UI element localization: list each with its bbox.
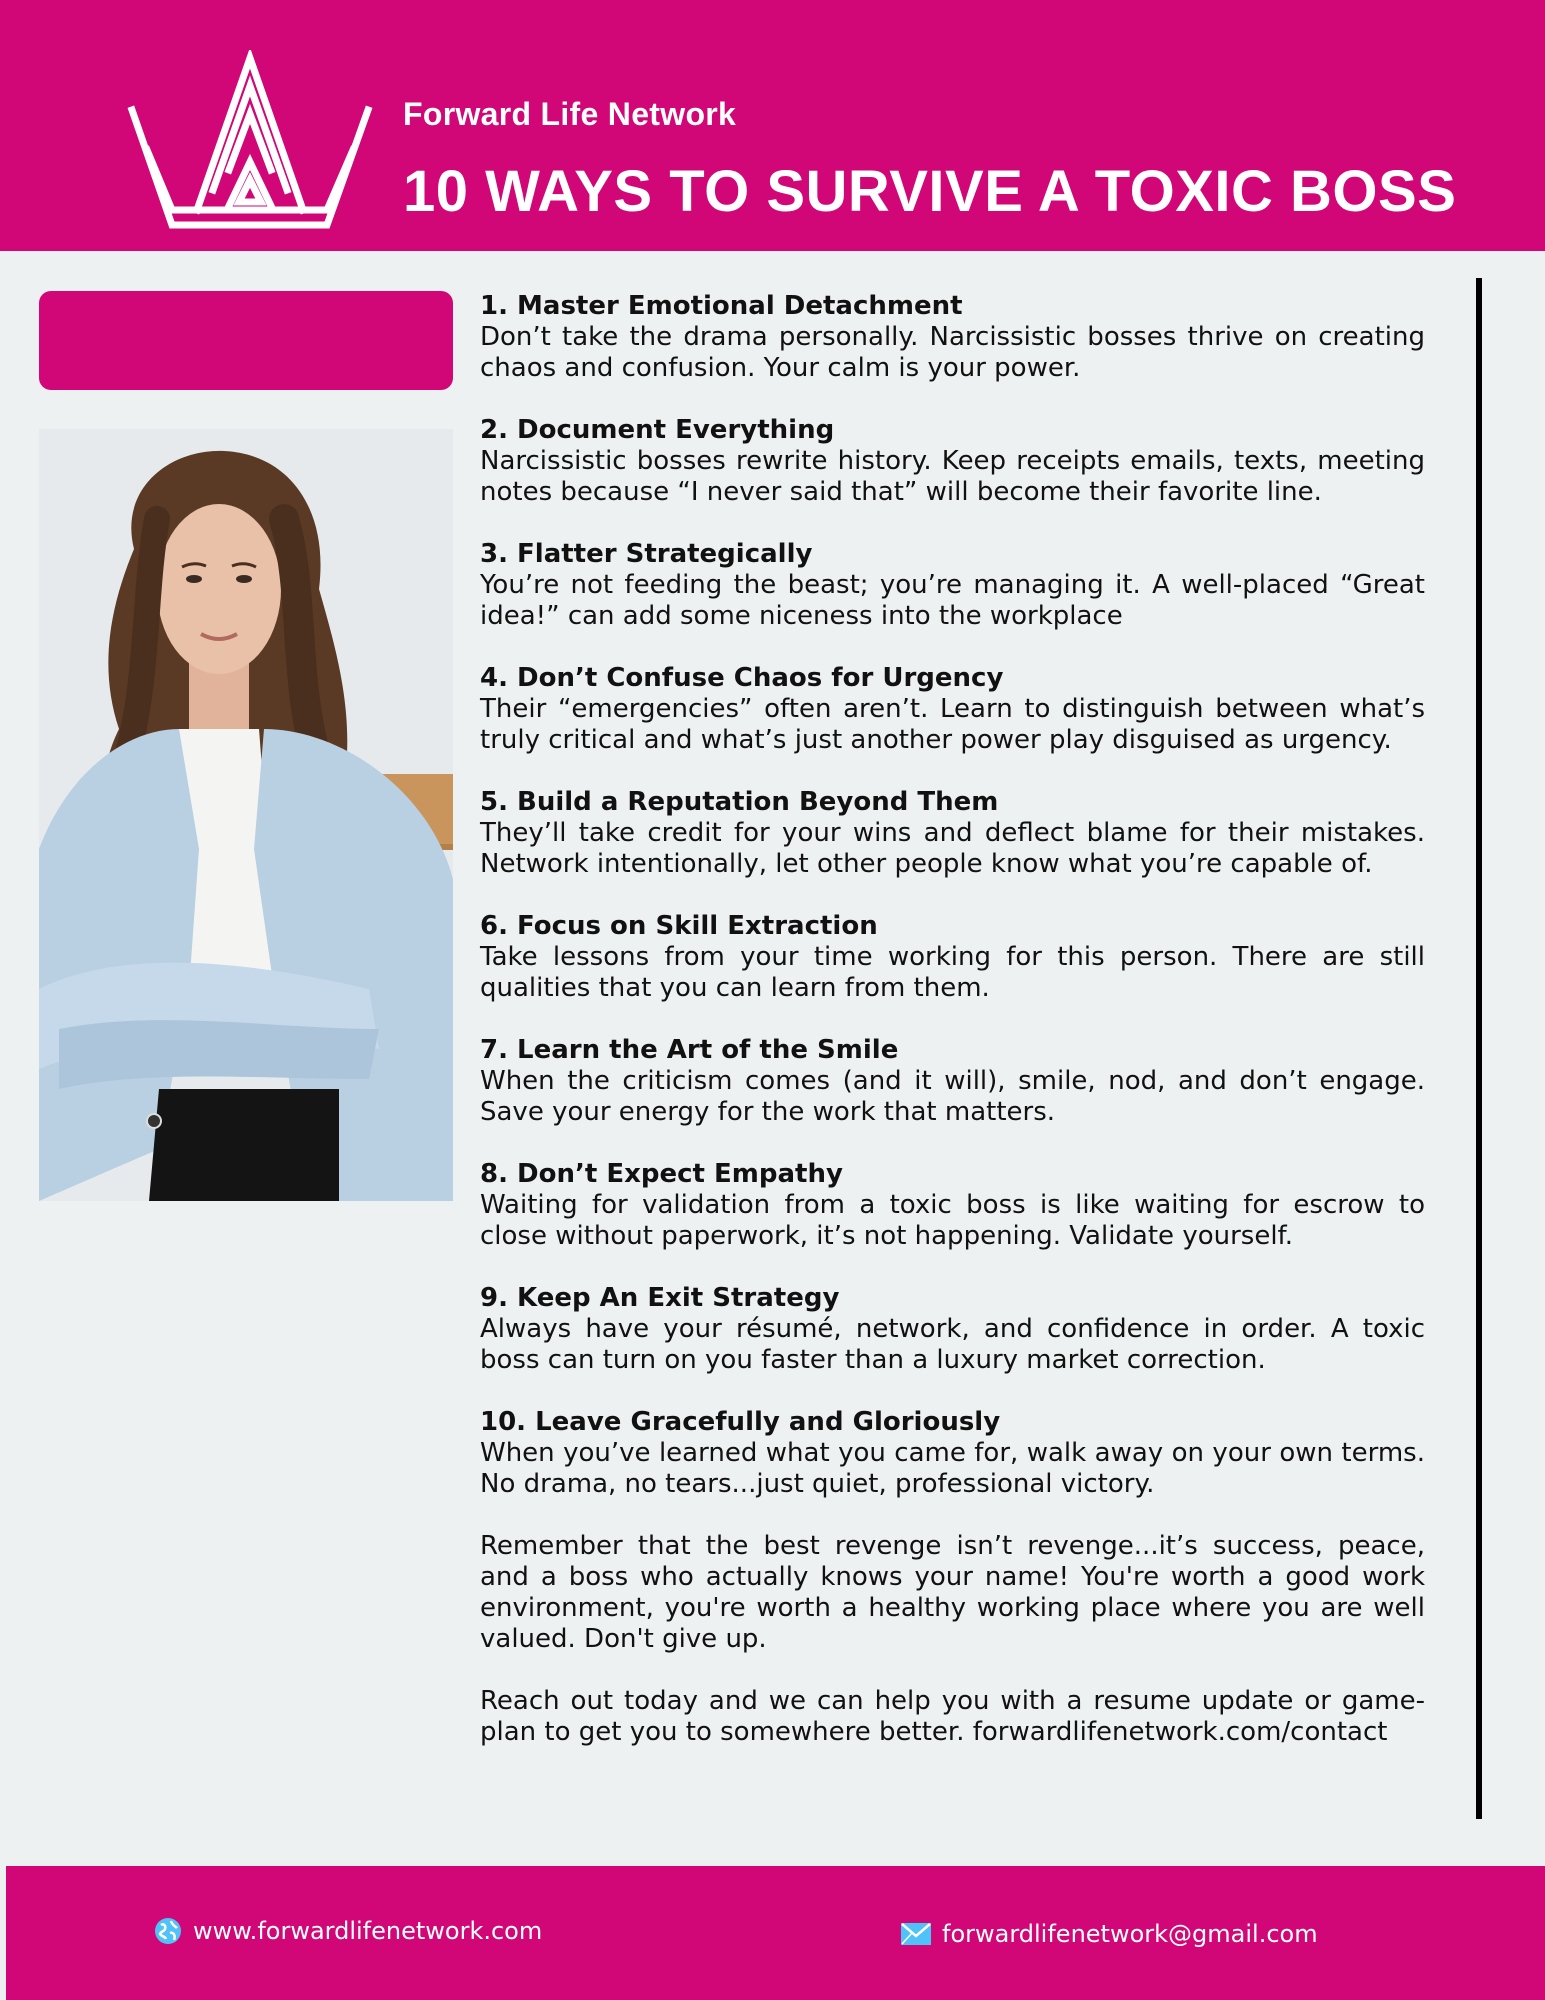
tip-body: They’ll take credit for your wins and deflect blame for their mistakes. Network intentionally, let other people know what you’re capable of. bbox=[480, 818, 1425, 879]
tip-body: Don’t take the drama personally. Narcissistic bosses thrive on creating chaos and confusion. Your calm is your power. bbox=[480, 322, 1425, 383]
tip-title: 1. Master Emotional Detachment bbox=[480, 291, 963, 321]
tip-title: 9. Keep An Exit Strategy bbox=[480, 1283, 840, 1313]
tip-item bbox=[480, 1407, 1425, 1500]
closing-paragraph: Remember that the best revenge isn’t revenge...it’s success, peace, and a boss who actually knows your name! You're worth a good work environment, you're worth a healthy working place where you are well valued. Don't give up. bbox=[480, 1531, 1425, 1654]
tip-title: 3. Flatter Strategically bbox=[480, 539, 813, 569]
tip-body: Narcissistic bosses rewrite history. Keep receipts emails, texts, meeting notes because “I never said that” will become their favorite line. bbox=[480, 446, 1425, 507]
tip-item bbox=[480, 415, 1425, 508]
tip-body: Waiting for validation from a toxic boss is like waiting for escrow to close without paperwork, it’s not happening. Validate yourself. bbox=[480, 1190, 1425, 1251]
brand-name: Forward Life Network bbox=[403, 96, 737, 132]
tip-title: 6. Focus on Skill Extraction bbox=[480, 911, 878, 941]
tip-body: Always have your résumé, network, and confidence in order. A toxic boss can turn on you faster than a luxury market correction. bbox=[480, 1314, 1425, 1375]
globe-icon bbox=[153, 1916, 183, 1946]
website-link[interactable]: www.forwardlifenetwork.com bbox=[193, 1917, 543, 1945]
tip-item bbox=[480, 663, 1425, 756]
tip-item bbox=[480, 1283, 1425, 1376]
tip-item bbox=[480, 291, 1425, 384]
crown-logo-icon bbox=[127, 50, 373, 230]
tip-item bbox=[480, 539, 1425, 632]
tip-body: When you’ve learned what you came for, walk away on your own terms. No drama, no tears...just quiet, professional victory. bbox=[480, 1438, 1425, 1499]
tip-title: 7. Learn the Art of the Smile bbox=[480, 1035, 899, 1065]
tip-body: When the criticism comes (and it will), smile, nod, and don’t engage. Save your energy for the work that matters. bbox=[480, 1066, 1425, 1127]
tip-title: 10. Leave Gracefully and Gloriously bbox=[480, 1407, 1001, 1437]
accent-block bbox=[39, 291, 453, 390]
tip-item bbox=[480, 911, 1425, 1004]
tip-item bbox=[480, 787, 1425, 880]
tip-title: 8. Don’t Expect Empathy bbox=[480, 1159, 843, 1189]
contact-paragraph[interactable]: Reach out today and we can help you with a resume update or game-plan to get you to somewhere better. forwardlifenetwork.com/contact bbox=[480, 1686, 1425, 1747]
footer-website[interactable] bbox=[153, 1916, 542, 1946]
woman-portrait-image bbox=[39, 429, 453, 1201]
tips-list bbox=[480, 291, 1425, 1779]
tip-body: Take lessons from your time working for this person. There are still qualities that you can learn from them. bbox=[480, 942, 1425, 1003]
footer-email[interactable] bbox=[900, 1920, 1318, 1948]
email-link[interactable]: forwardlifenetwork@gmail.com bbox=[942, 1920, 1318, 1948]
page-title: 10 WAYS TO SURVIVE A TOXIC BOSS bbox=[403, 159, 1457, 224]
tip-item bbox=[480, 1035, 1425, 1128]
tip-title: 5. Build a Reputation Beyond Them bbox=[480, 787, 999, 817]
tip-body: Their “emergencies” often aren’t. Learn to distinguish between what’s truly critical and what’s just another power play disguised as urgency. bbox=[480, 694, 1425, 755]
tip-title: 2. Document Everything bbox=[480, 415, 835, 445]
tip-body: You’re not feeding the beast; you’re managing it. A well-placed “Great idea!” can add some niceness into the workplace bbox=[480, 570, 1425, 631]
envelope-icon bbox=[900, 1922, 932, 1946]
vertical-divider bbox=[1476, 278, 1482, 1819]
tip-item bbox=[480, 1159, 1425, 1252]
tip-title: 4. Don’t Confuse Chaos for Urgency bbox=[480, 663, 1004, 693]
